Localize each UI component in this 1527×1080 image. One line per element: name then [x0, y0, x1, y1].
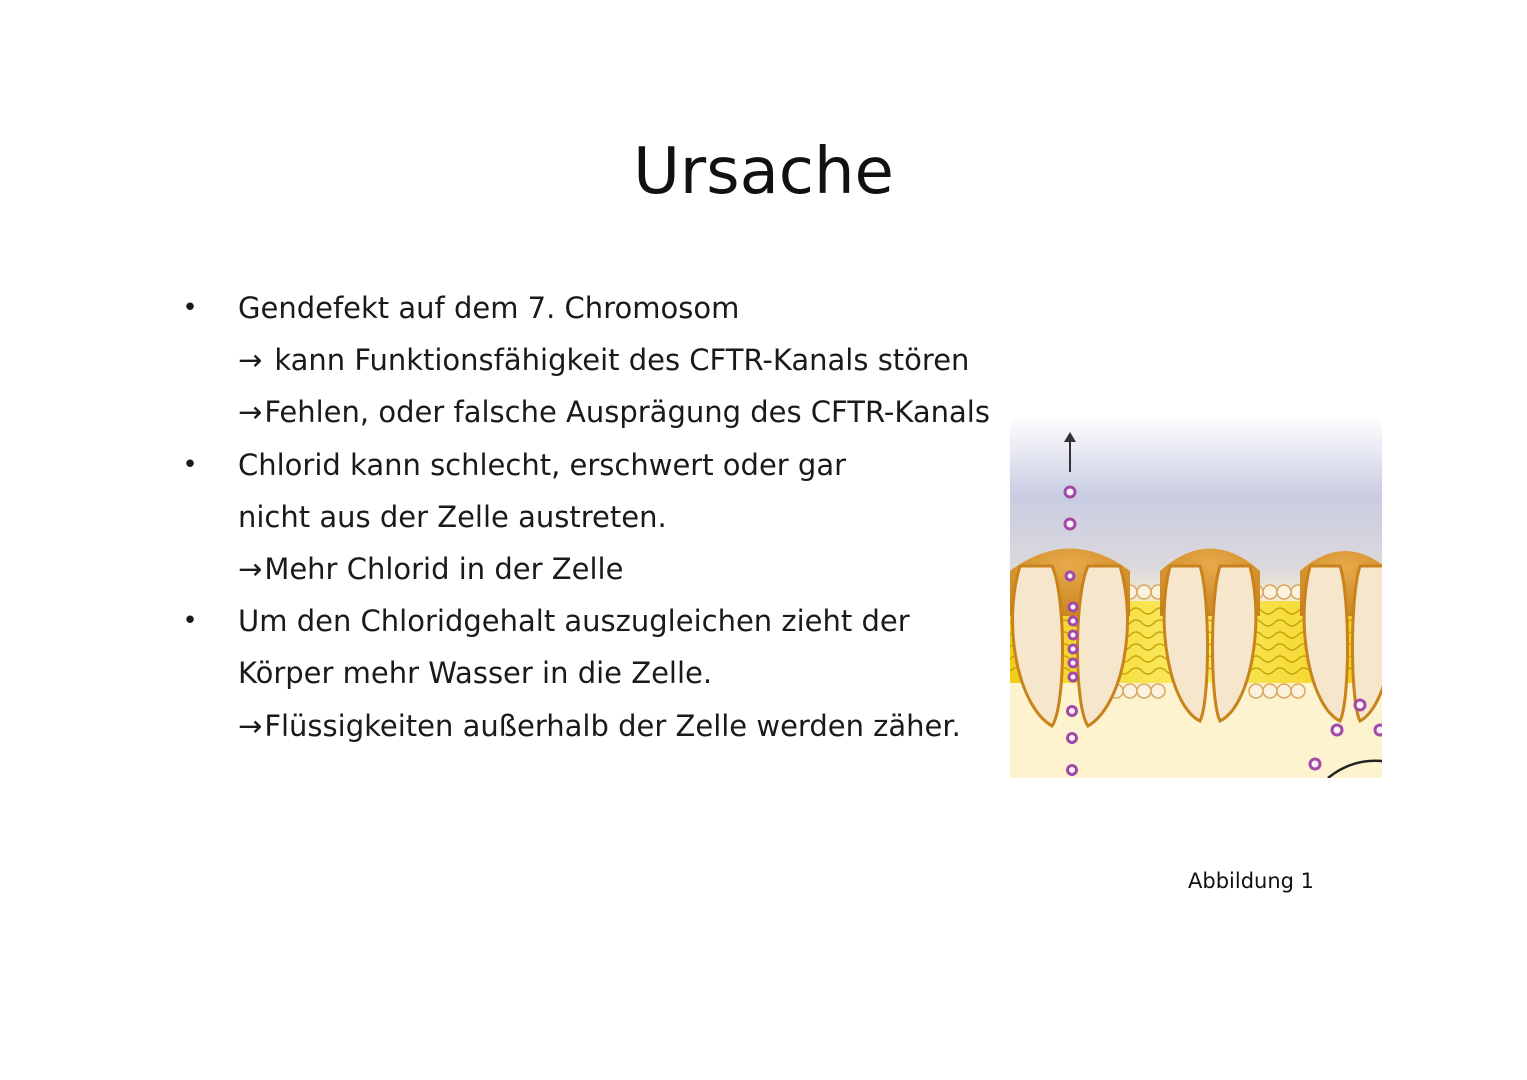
bullet-text: Um den Chloridgehalt auszugleichen zieht der [238, 604, 910, 639]
bullet-text: Körper mehr Wasser in die Zelle. [238, 656, 713, 691]
arrow-right-icon: → [238, 708, 263, 743]
sub-point [180, 543, 1020, 595]
bullet-item [180, 282, 1020, 334]
bullet-dot-icon: • [182, 606, 198, 637]
slide-title: Ursache [633, 135, 894, 209]
bullet-continuation [180, 491, 1020, 543]
arrow-right-icon: → [238, 395, 263, 430]
bullet-text: Gendefekt auf dem 7. Chromosom [238, 291, 740, 325]
bullet-dot-icon: • [182, 449, 198, 480]
sub-point-text: kann Funktionsfähigkeit des CFTR-Kanals stören [274, 343, 970, 378]
sub-point [180, 386, 1020, 438]
bullet-text: Chlorid kann schlecht, erschwert oder gar [238, 447, 847, 482]
bullet-text: nicht aus der Zelle austreten. [238, 499, 667, 534]
bullet-item [180, 439, 1020, 491]
sub-point-text: Mehr Chlorid in der Zelle [264, 551, 624, 586]
arrow-right-icon: → [238, 343, 263, 378]
sub-point-text: Flüssigkeiten außerhalb der Zelle werden zäher. [264, 708, 961, 743]
arrow-right-icon: → [238, 551, 263, 586]
sub-point [180, 700, 1020, 752]
sub-point [180, 334, 1020, 386]
figure-caption: Abbildung 1 [1188, 869, 1315, 893]
cftr-membrane-illustration [1010, 416, 1382, 778]
bullet-dot-icon: • [182, 293, 198, 323]
bullet-item [180, 595, 1020, 647]
sub-point-text: Fehlen, oder falsche Ausprägung des CFTR-Kanals [264, 395, 990, 430]
bullet-continuation [180, 647, 1020, 699]
bullet-list [180, 282, 1020, 752]
